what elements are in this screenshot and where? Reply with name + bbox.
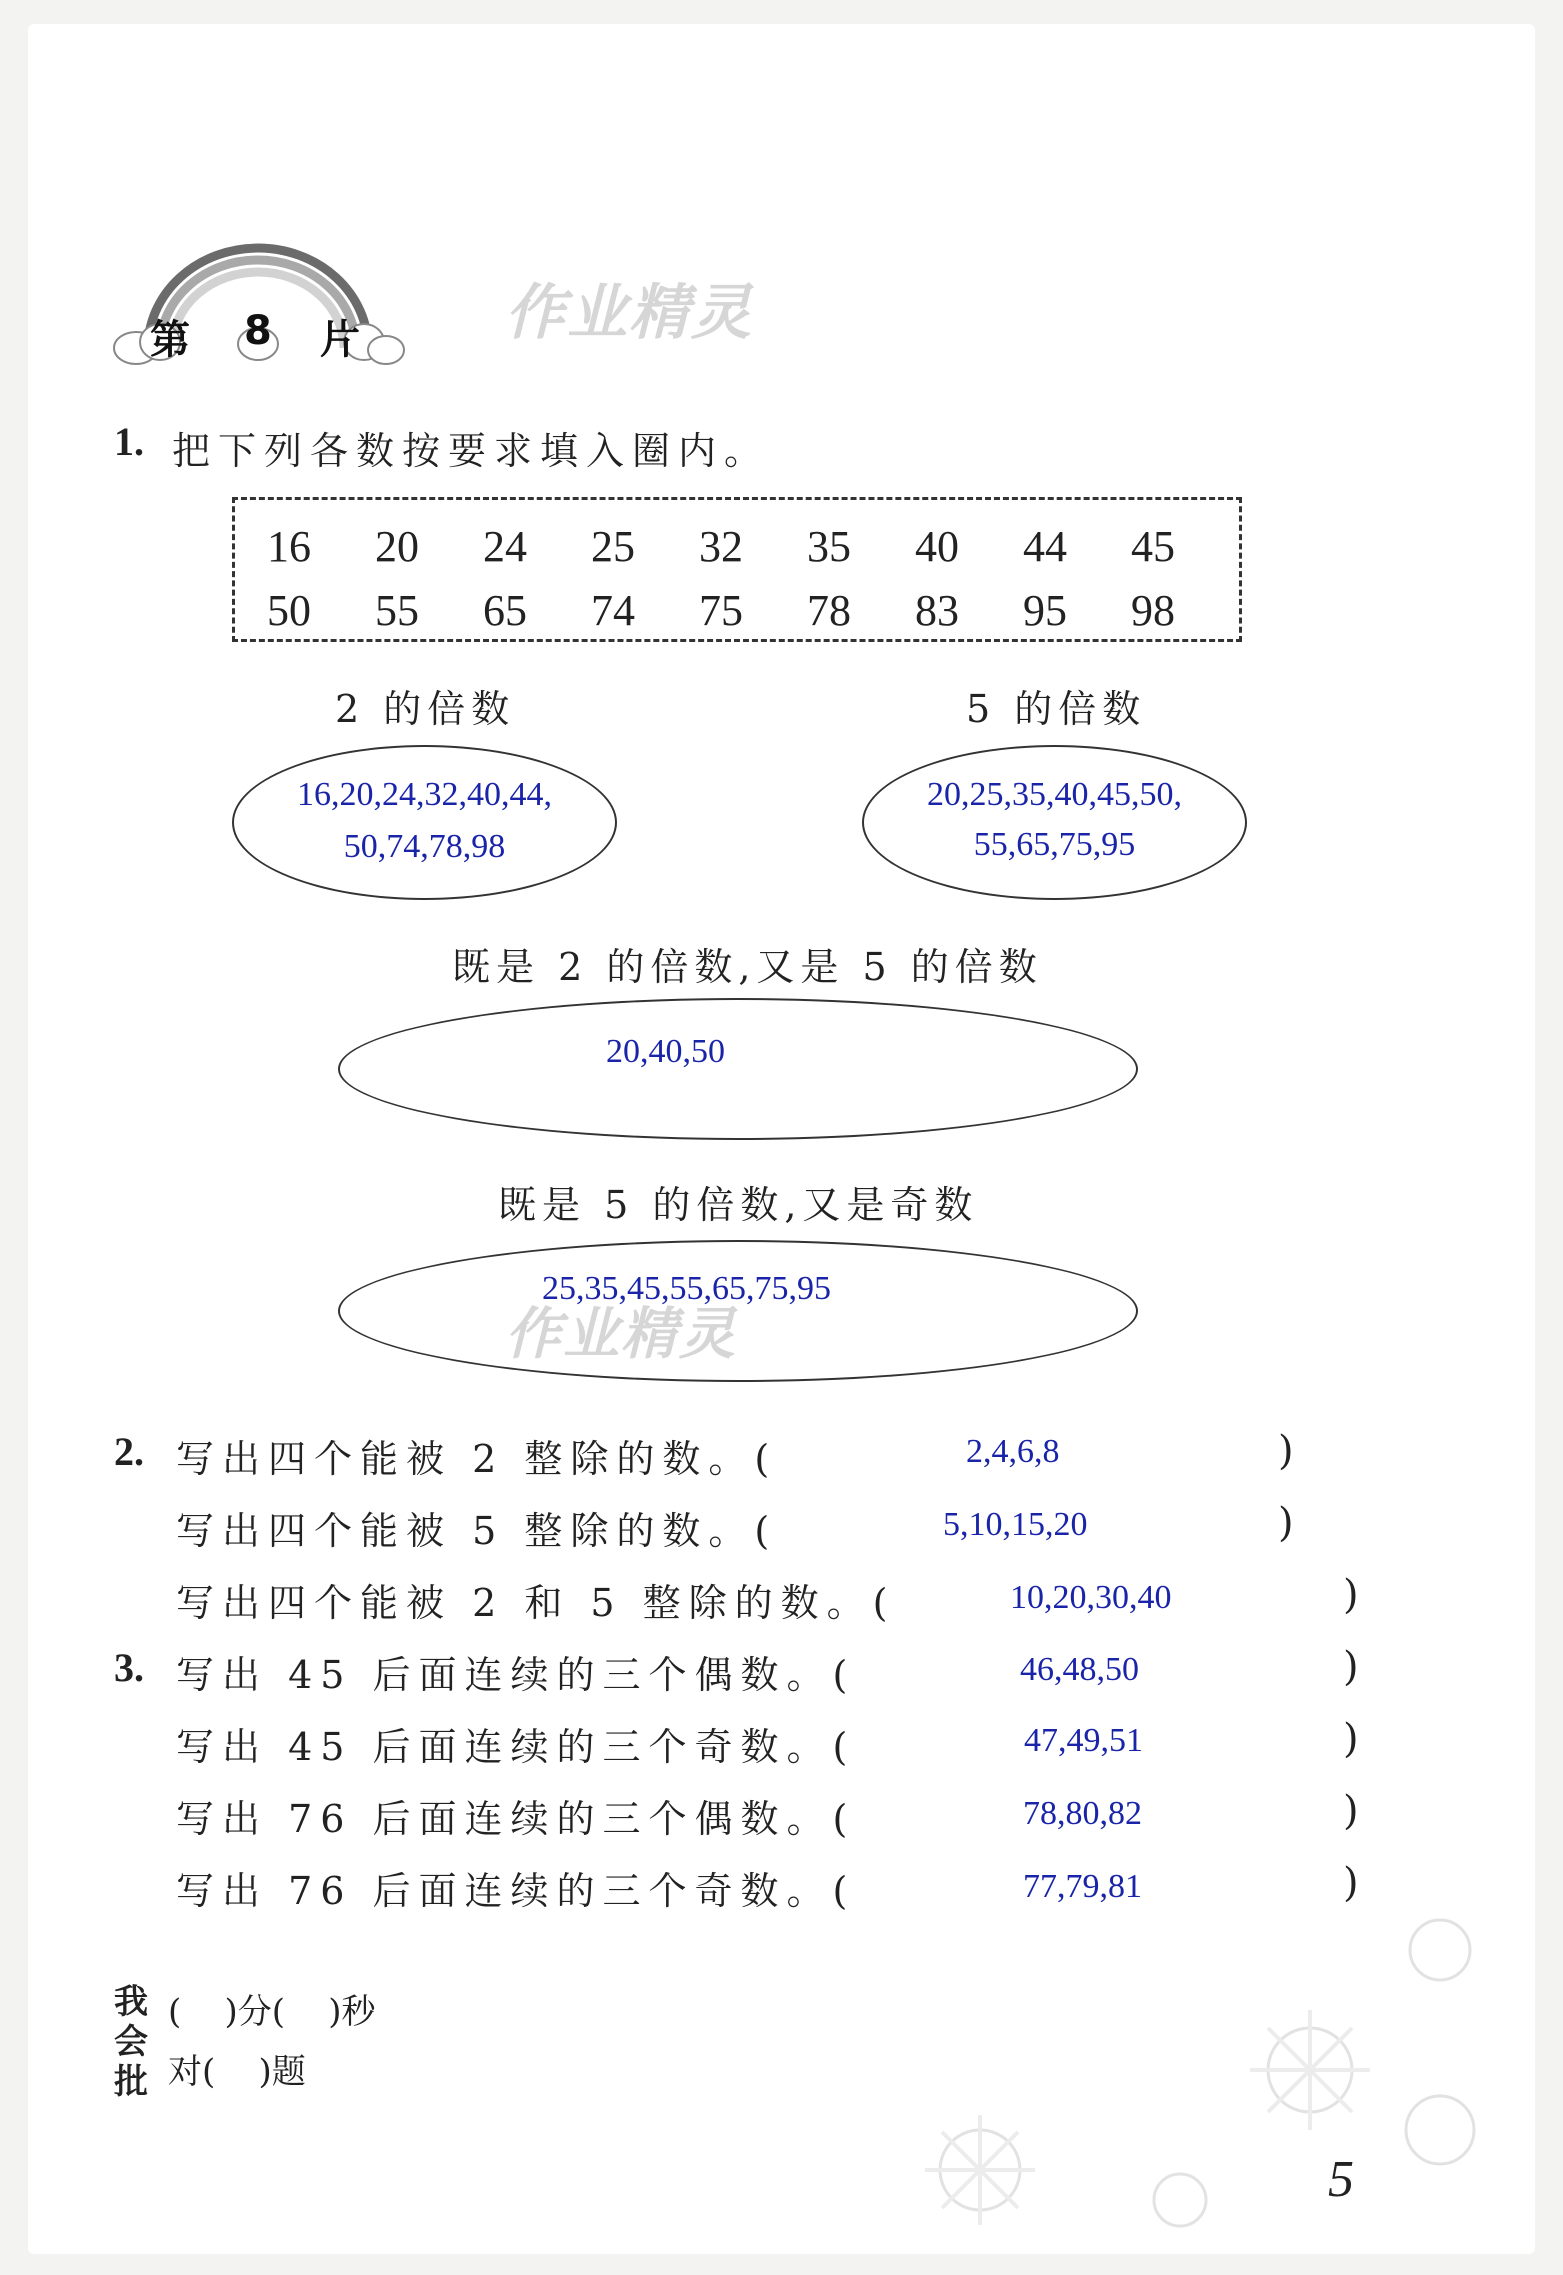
number-cell: 40 [915, 521, 959, 571]
q2-line1-close: ) [1278, 1428, 1294, 1474]
number-cell: 98 [1131, 585, 1175, 635]
q3-line3-text: 写出 76 后面连续的三个偶数。( [176, 1797, 856, 1841]
answer-both-multiples: 20,40,50 [606, 1033, 725, 1070]
label-multiples-of-2: 2 的倍数 [335, 687, 516, 731]
ellipse-multiples-of-2 [232, 745, 617, 900]
q3-line1-text: 写出 45 后面连续的三个偶数。( [176, 1653, 856, 1697]
q3-number: 3. [114, 1645, 144, 1690]
number-cell: 78 [807, 585, 851, 635]
number-cell: 16 [267, 521, 311, 571]
answer-odd-multiples-of-5: 25,35,45,55,65,75,95 [542, 1270, 831, 1307]
number-cell: 95 [1023, 585, 1067, 635]
footer-time-record: ( )分( )秒 [168, 1992, 376, 2032]
number-cell: 35 [807, 521, 851, 571]
ellipse-odd-multiples-of-5 [338, 1240, 1138, 1382]
number-cell: 45 [1131, 521, 1175, 571]
footer-label-wo: 我 [114, 1982, 148, 2022]
answer-multiples-of-2-line1: 16,20,24,32,40,44, [297, 776, 552, 813]
number-box [232, 497, 1242, 642]
q2-line3-close: ) [1343, 1572, 1359, 1618]
q2-line2-answer: 5,10,15,20 [943, 1506, 1088, 1543]
label-both-multiples: 既是 2 的倍数,又是 5 的倍数 [452, 945, 1043, 989]
footer-correct-count: 对( )题 [168, 2052, 306, 2092]
number-cell: 50 [267, 585, 311, 635]
q3-line1-close: ) [1343, 1644, 1359, 1690]
q2-line3-answer: 10,20,30,40 [1010, 1579, 1172, 1616]
number-cell: 20 [375, 521, 419, 571]
watermark-top: 作业精灵 [505, 278, 753, 348]
q3-line2-answer: 47,49,51 [1024, 1722, 1143, 1759]
q1-instruction: 把下列各数按要求填入圈内。 [172, 429, 771, 473]
number-row-2 [235, 578, 1239, 642]
q3-line1-answer: 46,48,50 [1020, 1651, 1139, 1688]
q3-line4-text: 写出 76 后面连续的三个奇数。( [176, 1869, 856, 1913]
q2-number: 2. [114, 1429, 144, 1474]
footer-label-hui: 会 [114, 2022, 148, 2062]
number-row-1 [235, 514, 1239, 578]
q2-line1-text: 写出四个能被 2 整除的数。( [176, 1437, 778, 1481]
number-cell: 83 [915, 585, 959, 635]
answer-multiples-of-5-line1: 20,25,35,40,45,50, [927, 776, 1182, 813]
answer-multiples-of-2-line2: 50,74,78,98 [343, 828, 506, 865]
q3-line3-close: ) [1343, 1788, 1359, 1834]
q3-line4-close: ) [1343, 1860, 1359, 1906]
q3-line2-text: 写出 45 后面连续的三个奇数。( [176, 1725, 856, 1769]
number-cell: 75 [699, 585, 743, 635]
q2-line2-close: ) [1278, 1500, 1294, 1546]
label-odd-multiples-of-5: 既是 5 的倍数,又是奇数 [498, 1183, 979, 1227]
answer-multiples-of-5-line2: 55,65,75,95 [973, 826, 1136, 863]
number-cell: 65 [483, 585, 527, 635]
ellipse-both-multiples [338, 998, 1138, 1140]
q3-line2-close: ) [1343, 1716, 1359, 1762]
q2-line3-text: 写出四个能被 2 和 5 整除的数。( [176, 1581, 896, 1625]
footer-label-pi: 批 [114, 2062, 148, 2102]
watermark-middle: 作业精灵 [505, 1302, 737, 1367]
number-cell: 24 [483, 521, 527, 571]
number-cell: 55 [375, 585, 419, 635]
number-cell: 25 [591, 521, 635, 571]
header-char-di: 第 [150, 317, 190, 363]
q2-line2-text: 写出四个能被 5 整除的数。( [176, 1509, 778, 1553]
number-cell: 44 [1023, 521, 1067, 571]
decorative-flowers [880, 1900, 1530, 2240]
q3-line4-answer: 77,79,81 [1023, 1868, 1142, 1905]
page-number: 5 [1328, 2151, 1354, 2208]
number-cell: 32 [699, 521, 743, 571]
header-char-pian: 片 [320, 317, 360, 363]
q2-line1-answer: 2,4,6,8 [966, 1433, 1060, 1470]
q3-line3-answer: 78,80,82 [1023, 1795, 1142, 1832]
header-char-number: 8 [244, 308, 272, 354]
label-multiples-of-5: 5 的倍数 [966, 687, 1147, 731]
q1-number: 1. [114, 419, 144, 464]
number-cell: 74 [591, 585, 635, 635]
ellipse-multiples-of-5 [862, 745, 1247, 900]
